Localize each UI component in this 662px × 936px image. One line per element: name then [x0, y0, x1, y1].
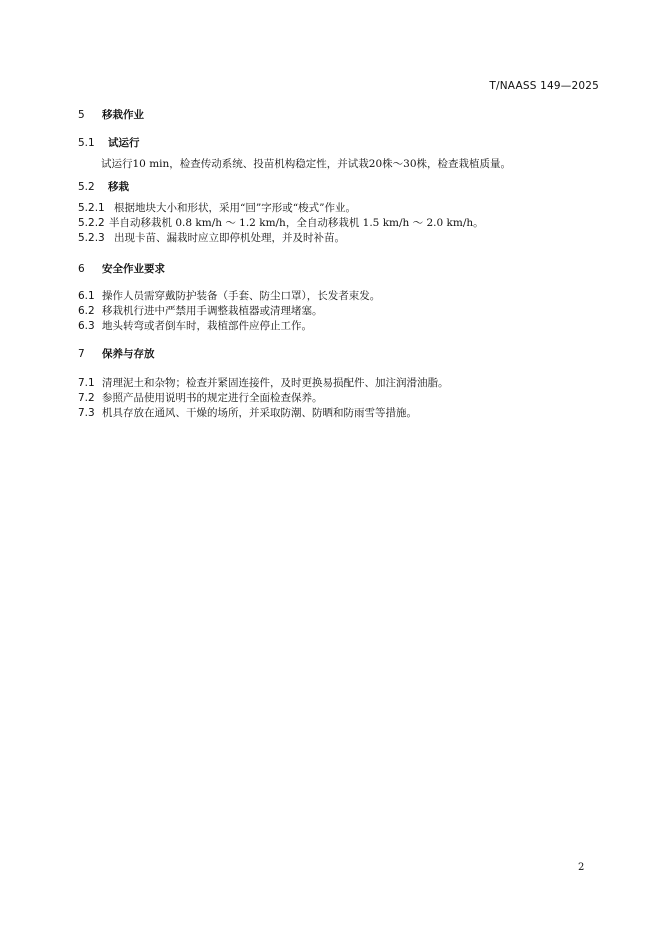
paragraph-5-1: 试运行10 min，检查传动系统、投苗机构稳定性，并试栽20株～30株，检查栽植质量。 — [101, 158, 511, 170]
section-number: 5 — [78, 109, 85, 121]
clause-text: 根据地块大小和形状，采用“回”字形或“梭式”作业。 — [114, 202, 356, 214]
clause-text: 操作人员需穿戴防护装备（手套、防尘口罩），长发者束发。 — [102, 290, 381, 302]
clause-number: 5.2.3 — [78, 232, 105, 244]
clause-5-2-3 — [78, 231, 345, 245]
clause-6-1 — [78, 289, 380, 303]
section-heading-5-1 — [78, 136, 140, 150]
section-title: 移栽作业 — [102, 109, 144, 121]
page-number: 2 — [578, 862, 585, 873]
section-title: 安全作业要求 — [102, 263, 165, 275]
clause-text: 移栽机行进中严禁用手调整栽植器或清理堵塞。 — [102, 305, 323, 317]
section-number: 6 — [78, 263, 85, 275]
section-heading-5 — [78, 108, 144, 122]
clause-number: 6.1 — [78, 290, 95, 302]
section-number: 7 — [78, 348, 85, 360]
clause-7-3 — [78, 406, 417, 420]
clause-number: 7.2 — [78, 392, 95, 404]
document-number: T/NAASS 149—2025 — [489, 80, 599, 92]
clause-number: 7.1 — [78, 377, 95, 389]
clause-text: 参照产品使用说明书的规定进行全面检查保养。 — [102, 392, 323, 404]
clause-5-2-2 — [78, 216, 484, 230]
clause-5-2-1 — [78, 201, 356, 215]
clause-text: 地头转弯或者倒车时，栽植部件应停止工作。 — [102, 320, 312, 332]
clause-text: 出现卡苗、漏栽时应立即停机处理，并及时补苗。 — [114, 232, 345, 244]
clause-number: 5.2.1 — [78, 202, 105, 214]
clause-number: 6.2 — [78, 305, 95, 317]
section-title: 移栽 — [108, 181, 129, 193]
section-number: 5.1 — [78, 137, 95, 149]
clause-text: 半自动移栽机 0.8 km/h ～ 1.2 km/h，全自动移栽机 1.5 km/h ～ 2.0 km/h。 — [109, 217, 484, 229]
clause-text: 清理泥土和杂物；检查并紧固连接件，及时更换易损配件、加注润滑油脂。 — [102, 377, 449, 389]
section-heading-5-2 — [78, 180, 129, 194]
clause-text: 机具存放在通风、干燥的场所，并采取防潮、防晒和防雨雪等措施。 — [102, 407, 417, 419]
clause-7-2 — [78, 391, 323, 405]
clause-number: 7.3 — [78, 407, 95, 419]
section-heading-6 — [78, 262, 165, 276]
clause-6-2 — [78, 304, 323, 318]
section-heading-7 — [78, 347, 155, 361]
clause-number: 6.3 — [78, 320, 95, 332]
section-number: 5.2 — [78, 181, 95, 193]
clause-7-1 — [78, 376, 449, 390]
clause-number: 5.2.2 — [78, 217, 105, 229]
clause-6-3 — [78, 319, 312, 333]
section-title: 保养与存放 — [102, 348, 155, 360]
section-title: 试运行 — [108, 137, 140, 149]
